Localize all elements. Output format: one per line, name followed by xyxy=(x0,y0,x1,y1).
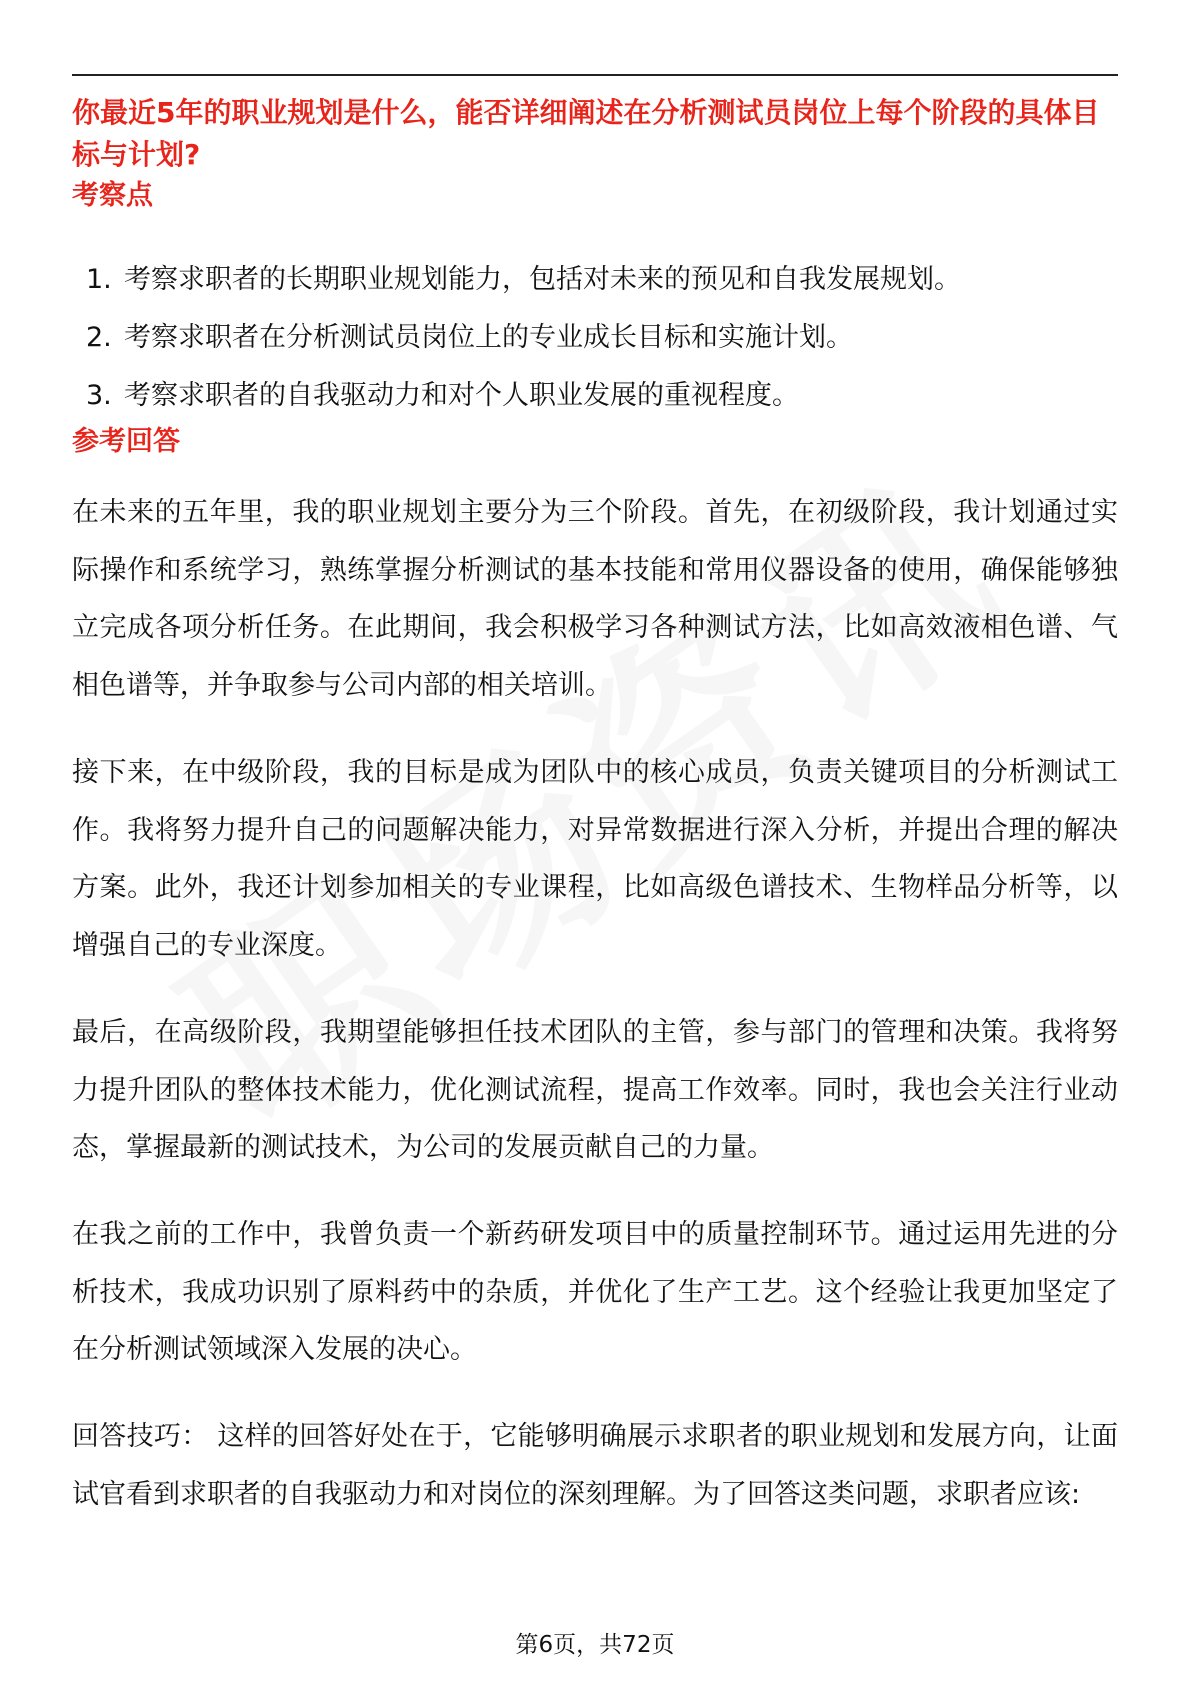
answer-tips-paragraph: 回答技巧： 这样的回答好处在于，它能够明确展示求职者的职业规划和发展方向，让面试官看到求职者的自我驱动力和对岗位的深刻理解。为了回答这类问题，求职者应该: xyxy=(72,1421,1118,1510)
list-item-number: 2. xyxy=(86,322,112,353)
top-divider xyxy=(72,74,1118,76)
list-item xyxy=(72,378,1118,436)
list-item-number: 1. xyxy=(86,264,112,295)
page-number: 第6页，共72页 xyxy=(515,1632,675,1658)
list-item-text: 考察求职者的自我驱动力和对个人职业发展的重视程度。 xyxy=(124,380,799,411)
answer-paragraph: 在我之前的工作中，我曾负责一个新药研发项目中的质量控制环节。通过运用先进的分析技术，我成功识别了原料药中的杂质，并优化了生产工艺。这个经验让我更加坚定了在分析测试领域深入发展的决心。 xyxy=(72,1219,1118,1365)
focus-heading: 考察点 xyxy=(72,180,153,211)
answer-paragraph: 接下来，在中级阶段，我的目标是成为团队中的核心成员，负责关键项目的分析测试工作。我将努力提升自己的问题解决能力，对异常数据进行深入分析，并提出合理的解决方案。此外，我还计划参加相关的专业课程，比如高级色谱技术、生物样品分析等，以增强自己的专业深度。 xyxy=(72,757,1118,961)
answer-paragraph: 最后，在高级阶段，我期望能够担任技术团队的主管，参与部门的管理和决策。我将努力提升团队的整体技术能力，优化测试流程，提高工作效率。同时，我也会关注行业动态，掌握最新的测试技术，为公司的发展贡献自己的力量。 xyxy=(72,1017,1118,1163)
question-title: 你最近5年的职业规划是什么，能否详细阐述在分析测试员岗位上每个阶段的具体目标与计划? xyxy=(72,96,1100,171)
list-item-text: 考察求职者的长期职业规划能力，包括对未来的预见和自我发展规划。 xyxy=(124,264,961,295)
answer-paragraph: 在未来的五年里，我的职业规划主要分为三个阶段。首先，在初级阶段，我计划通过实际操作和系统学习，熟练掌握分析测试的基本技能和常用仪器设备的使用，确保能够独立完成各项分析任务。在此期间，我会积极学习各种测试方法，比如高效液相色谱、气相色谱等，并争取参与公司内部的相关培训。 xyxy=(72,497,1118,701)
list-item xyxy=(72,262,1118,320)
list-item-text: 考察求职者在分析测试员岗位上的专业成长目标和实施计划。 xyxy=(124,322,853,353)
list-item xyxy=(72,320,1118,378)
focus-points-list xyxy=(72,262,1118,436)
list-item-number: 3. xyxy=(86,380,112,411)
answer-heading: 参考回答 xyxy=(72,426,180,457)
